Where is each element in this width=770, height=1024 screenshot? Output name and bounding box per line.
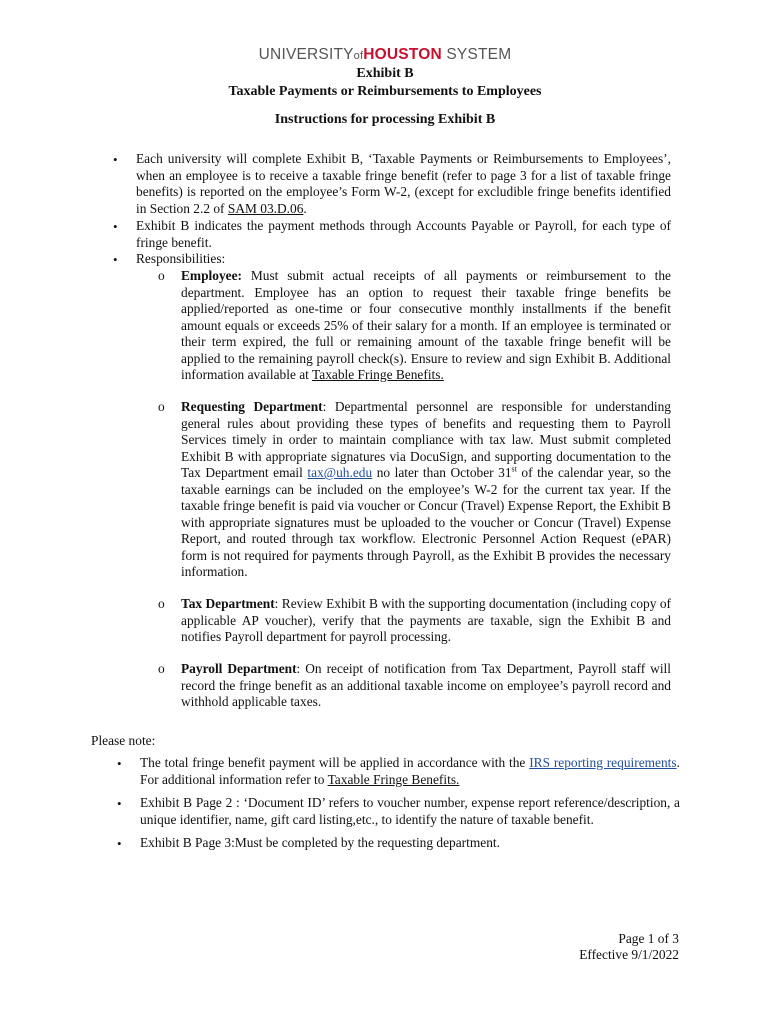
bullet-icon: •	[113, 252, 118, 267]
circle-bullet-icon: o	[158, 268, 165, 283]
requesting-text-3: of the calendar year, so the taxable earnings can be included on the employee’s W-2 for the current tax year. If the taxable fringe benefit is paid via voucher or Concur (Travel) Expense Report, the Exhibit B with appropriate signatures must be uploaded to the voucher or Concur (Travel) Expense Report, and routed through tax workflow. Electronic Personnel Action Request (ePAR) form is not required for payments through Payroll, as the Exhibit B provides the necessary information.	[181, 465, 671, 579]
please-note-heading: Please note:	[91, 733, 156, 748]
requesting-text-2: no later than October 31	[372, 465, 512, 480]
tax-text: : Review Exhibit B with the supporting documentation (including copy of applicable AP voucher), verify that the payments are taxable, sign the Exhibit B and notifies Payroll department for payroll processing.	[181, 596, 671, 644]
bullet-1-text: Each university will complete Exhibit B, ‘Taxable Payments or Reimbursements to Employees’, when an employee is to receive a taxable fringe benefit (refer to page 3 for a list of taxable fringe benefits) is reported on the employee’s Form W-2, (except for excludible fringe benefits identified in Section 2.2 of	[136, 151, 671, 216]
circle-bullet-icon: o	[158, 661, 165, 676]
employee-text: Must submit actual receipts of all payments or reimbursement to the department. Employee has an option to request their taxable fringe benefits be applied/reported as one-time or four consecutive monthly installments if the benefit amount equals or exceeds 25% of their salary for a month. If an employee is terminated or their term expired, the full or remaining amount of the taxable fringe benefit will be applied to the remaining payroll check(s). Ensure to review and sign Exhibit B. Additional information available at	[181, 268, 671, 382]
exhibit-heading: Exhibit B	[356, 66, 414, 81]
tax-label: Tax Department	[181, 596, 275, 611]
bullet-icon: •	[113, 219, 118, 234]
effective-date: Effective 9/1/2022	[579, 947, 679, 962]
bullet-icon: •	[113, 152, 118, 167]
requesting-label: Requesting Department	[181, 399, 323, 414]
note-item-3: Exhibit B Page 3:Must be completed by the requesting department.	[140, 835, 500, 850]
page-number: Page 1 of 3	[618, 931, 679, 946]
note-1-text-2: . For additional information refer to	[140, 755, 680, 787]
note-item-1	[140, 755, 680, 788]
responsibility-payroll-department	[181, 661, 671, 711]
bullet-item-1	[136, 151, 671, 217]
document-title: Taxable Payments or Reimbursements to Employees	[228, 84, 542, 99]
payroll-text: : On receipt of notification from Tax Department, Payroll staff will record the fringe benefit as an additional taxable income on employee’s payroll record and withhold applicable taxes.	[181, 661, 671, 709]
bullet-icon: •	[117, 796, 122, 811]
payroll-label: Payroll Department	[181, 661, 297, 676]
bullet-item-2: Exhibit B indicates the payment methods through Accounts Payable or Payroll, for each type of fringe benefit.	[136, 218, 671, 250]
instructions-heading: Instructions for processing Exhibit B	[274, 112, 496, 127]
sam-link[interactable]: SAM 03.D.06	[227, 200, 304, 216]
logo-university: UNIVERSITY	[258, 46, 354, 63]
bullet-item-3: Responsibilities:	[136, 251, 226, 266]
note-1-text: The total fringe benefit payment will be applied in accordance with the	[140, 755, 530, 770]
university-logo	[0, 46, 770, 65]
circle-bullet-icon: o	[158, 399, 165, 414]
bullet-icon: •	[117, 756, 122, 771]
logo-houston: HOUSTON	[363, 46, 442, 63]
irs-reporting-link[interactable]: IRS reporting requirements	[529, 755, 677, 770]
note-item-2: Exhibit B Page 2 : ‘Document ID’ refers to voucher number, expense report reference/description, a unique identifier, name, gift card listing,etc., to identify the nature of taxable benefit.	[140, 795, 680, 827]
requesting-text-1: : Departmental personnel are responsible for understanding general rules about providing these types of benefits and requesting them to Payroll Services timely in order to maintain compliance with tax law. Must submit completed Exhibit B with appropriate signatures via DocuSign, and supporting documentation to the Tax Department email	[181, 399, 671, 480]
responsibility-requesting-department	[181, 399, 671, 581]
taxable-fringe-link[interactable]: Taxable Fringe Benefits.	[312, 367, 444, 382]
logo-system: SYSTEM	[441, 46, 512, 63]
bullet-1-end: .	[303, 200, 307, 216]
ordinal-suffix: st	[511, 464, 517, 474]
tax-email-link[interactable]: tax@uh.edu	[307, 465, 373, 480]
responsibility-tax-department	[181, 596, 671, 646]
circle-bullet-icon: o	[158, 596, 165, 611]
responsibility-employee	[181, 268, 671, 384]
bullet-icon: •	[117, 836, 122, 851]
taxable-fringe-benefits-link[interactable]: Taxable Fringe Benefits.	[327, 771, 460, 787]
logo-of: of	[353, 50, 364, 62]
employee-label: Employee:	[181, 268, 242, 283]
